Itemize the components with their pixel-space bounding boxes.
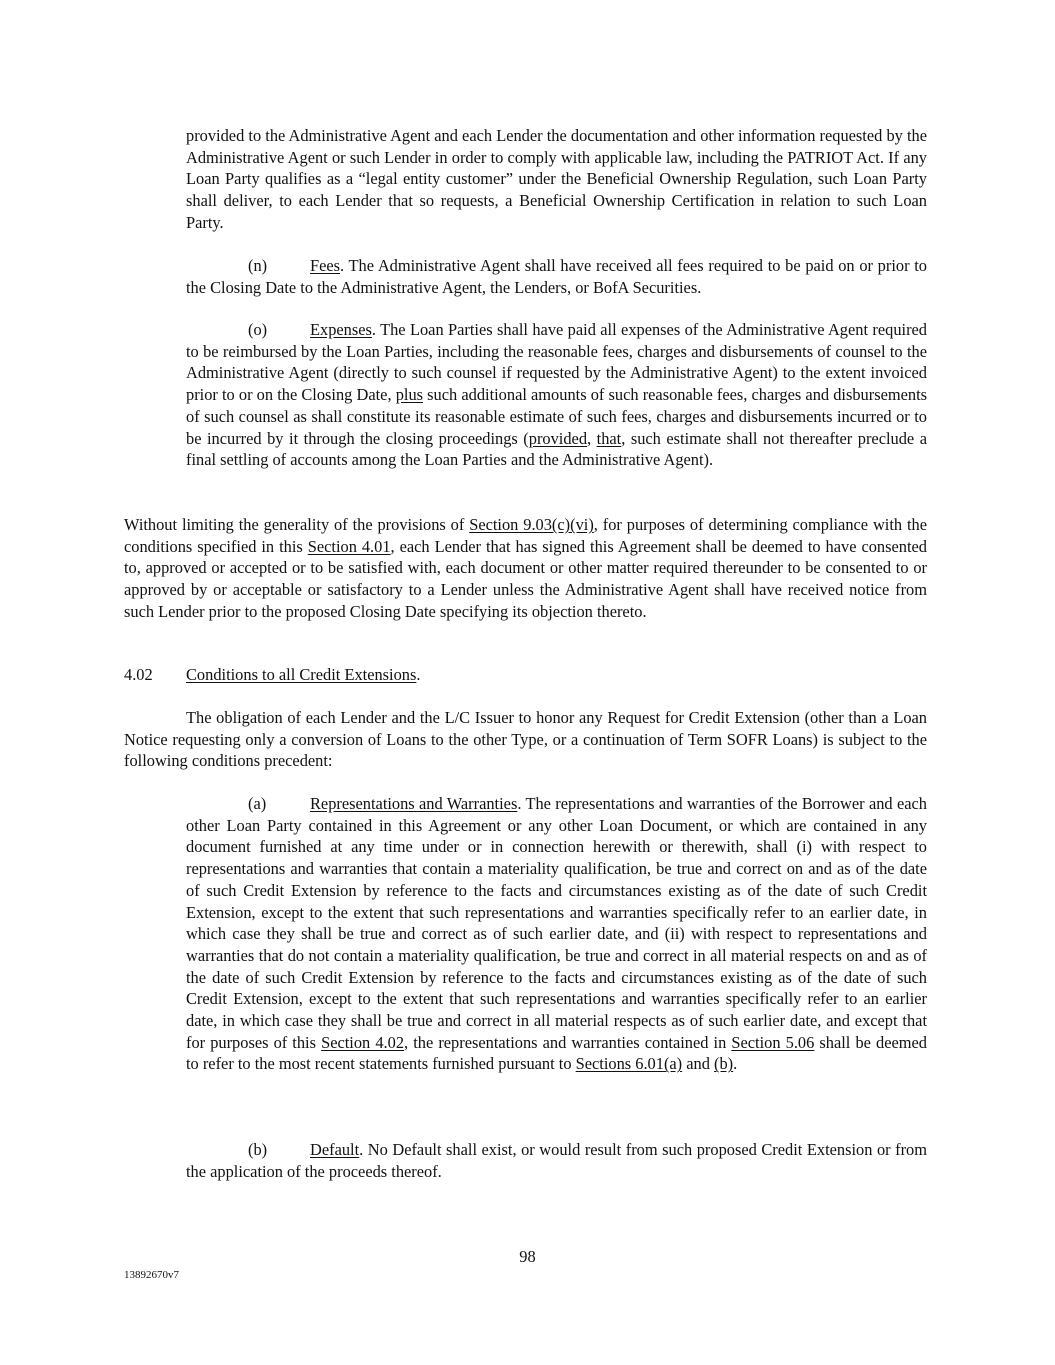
clause-label: (a) <box>248 794 267 813</box>
clause-text: . The Administrative Agent shall have received all fees required to be paid on or prior to the Closing Date to the Administrative Agent, the Lenders, or BofA Securities. <box>186 256 927 297</box>
section-reference: Section 4.02 <box>321 1032 405 1052</box>
clause-title: Default <box>310 1140 360 1159</box>
paragraph-without-limiting: Without limiting the generality of the provisions of Section 9.03(c)(vi), for purposes of determining compliance with the conditions specified in this Section 4.01, each Lender that has signed this Agreement shall be deemed to have consented to, approved or accepted or to be satisfied with, each document or other matter required thereunder to be consented to or approved by or acceptable or satisfactory to a Lender unless the Administrative Agent shall have received notice from such Lender prior to the proposed Closing Date specifying its objection thereto. <box>124 515 927 621</box>
clause-a-representations: (a) Representations and Warranties. The representations and warranties of the Borrower and each other Loan Party contained in this Agreement or any other Loan Document, or which are contained in any document furnished at any time under or in connection herewith or therewith, shall (i) with respect to representations and warranties that contain a materiality qualification, be true and correct on and as of the date of such Credit Extension by reference to the facts and circumstances existing as of the date of such Credit Extension, except to the extent that such representations and warranties specifically refer to an earlier date, in which case they shall be true and correct as of such earlier date, and (ii) with respect to representations and warranties that do not contain a materiality qualification, be true and correct in all material respects on and as of the date of such Credit Extension by reference to the facts and circumstances existing as of the date of such Credit Extension, except to the extent that such representations and warranties specifically refer to an earlier date, in which case they shall be true and correct in all material respects as of such earlier date, and except that for purposes of this Section 4.02, the representations and warranties contained in Section 5.06 shall be deemed to refer to the most recent statements furnished pursuant to Sections 6.01(a) and (b). <box>186 794 927 1074</box>
clause-b-default: (b) Default. No Default shall exist, or would result from such proposed Credit Extension or from the application of the proceeds thereof. <box>186 1140 927 1181</box>
clause-o-expenses <box>186 319 927 471</box>
clause-title: Representations and Warranties <box>310 794 518 813</box>
clause-text: , such estimate shall not thereafter preclude a final settling of accounts among the Loan Parties and the Administrative Agent). <box>186 428 927 470</box>
section-reference: Section 4.01 <box>307 536 391 556</box>
section-number: 4.02 <box>124 665 153 684</box>
term-plus: plus <box>395 385 424 405</box>
section-title: Conditions to all Credit Extensions <box>186 665 417 684</box>
clause-label: (o) <box>248 320 268 339</box>
section-reference: (b) <box>714 1054 734 1074</box>
clause-n-fees <box>186 255 927 298</box>
section-heading: 4.02 Conditions to all Credit Extensions. <box>124 665 421 684</box>
clause-text: . The Loan Parties shall have paid all expenses of the Administrative Agent required to be reimbursed by the Loan Parties, including the reasonable fees, charges and disbursements of counsel to the Administrative Agent (directly to such counsel if requested by the Administrative Agent) to the extent invoiced prior to or on the Closing Date, <box>186 320 927 405</box>
clause-title: Fees <box>310 256 341 275</box>
document-id: 13892670v7 <box>124 1269 179 1281</box>
clause-label: (b) <box>248 1140 268 1159</box>
section-reference: Section 9.03(c)(vi) <box>469 515 594 534</box>
clause-text: such additional amounts of such reasonable fees, charges and disbursements of such counsel as shall constitute its reasonable estimate of such fees, charges and disbursements incurred or to be incurred by it through the closing proceedings ( <box>186 385 928 448</box>
term-that: that <box>596 428 622 448</box>
paragraph-obligation: The obligation of each Lender and the L/C Issuer to honor any Request for Credit Extension (other than a Loan Notice requesting only a conversion of Loans to the other Type, or a continuation of Term SOFR Loans) is subject to the following conditions precedent: <box>124 708 927 771</box>
page-number: 98 <box>519 1247 536 1266</box>
section-reference: Section 5.06 <box>731 1032 815 1052</box>
clause-title: Expenses <box>310 320 372 339</box>
paragraph-intro: provided to the Administrative Agent and each Lender the documentation and other information requested by the Administrative Agent or such Lender in order to comply with applicable law, including the PATRIOT Act. If any Loan Party qualifies as a “legal entity customer” under the Beneficial Ownership Regulation, such Loan Party shall deliver, to each Lender that so requests, a Beneficial Ownership Certification in relation to such Loan Party. <box>186 126 927 232</box>
term-provided: provided <box>528 428 588 448</box>
clause-text: , <box>587 428 597 448</box>
clause-label: (n) <box>248 256 268 275</box>
section-reference: Sections 6.01(a) <box>575 1054 683 1074</box>
